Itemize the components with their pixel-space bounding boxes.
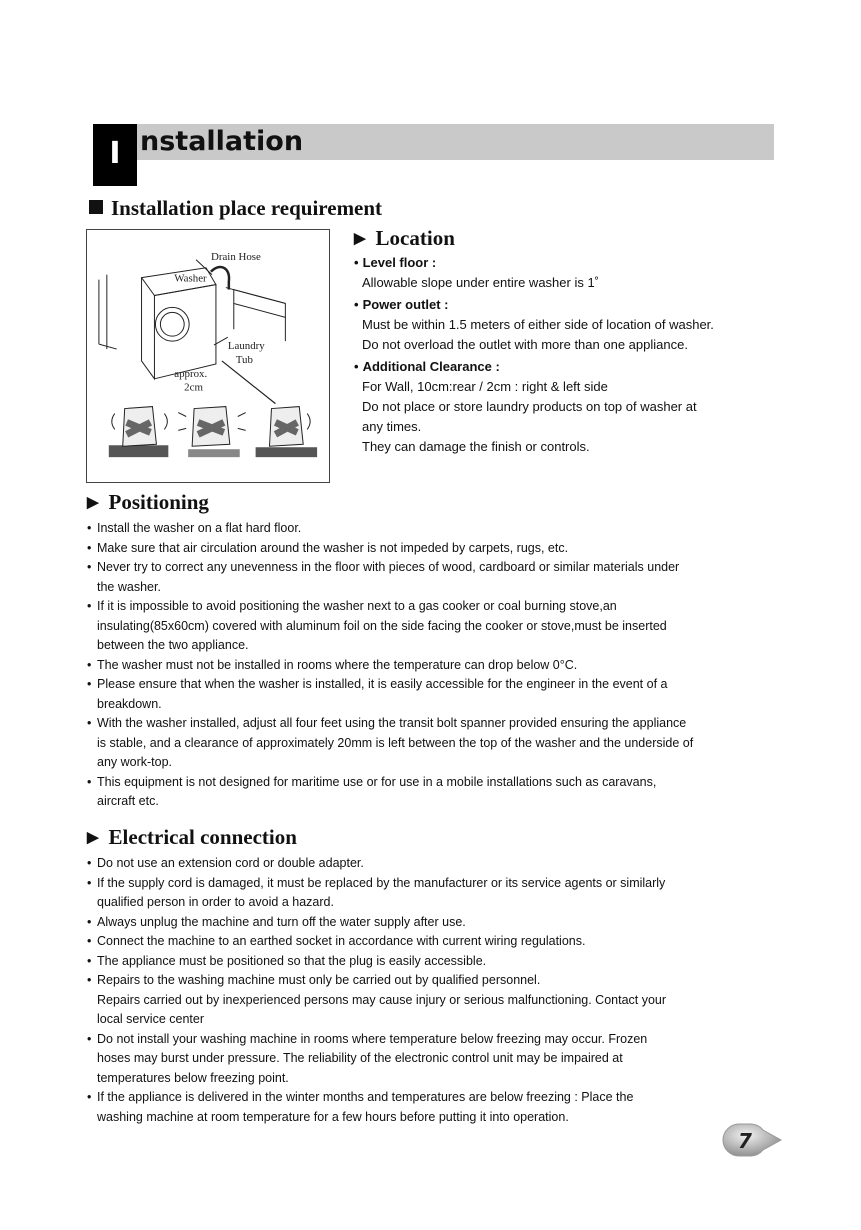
section-title [89,196,382,221]
list-item [87,539,777,559]
location-item-label [354,253,784,273]
list-item [87,971,777,1030]
bullet-icon: • [354,255,359,270]
figure-label-drain-hose: Drain Hose [210,250,261,263]
list-item-text: breakdown. [97,696,162,711]
bullet-icon: • [354,297,359,312]
installation-figure [86,229,330,483]
triangle-right-icon: ▶ [354,231,366,247]
figure-label-tub: Tub [235,353,253,366]
list-item-text: If the supply cord is damaged, it must be replaced by the manufacturer or its service agents or similarly [97,875,666,890]
location-item-text: They can damage the finish or controls. [362,439,590,454]
list-item-text: hoses may burst under pressure. The reliability of the electronic control unit may be impaired at [97,1051,623,1065]
square-bullet-icon [89,200,103,214]
location-item-text: any times. [362,419,422,434]
list-item [87,874,777,913]
list-item [87,714,777,773]
figure-label-washer: Washer [174,272,207,285]
wrong-placement-carpet-icon [109,407,169,458]
list-item [87,932,777,952]
positioning-heading-text: Positioning [108,490,209,514]
location-item-label [354,357,784,377]
list-item [87,952,777,972]
wrong-placement-rug-icon [256,407,317,458]
list-item-text: Install the washer on a flat hard floor. [97,521,302,535]
page-number: 7 [738,1129,752,1153]
location-item-label-text: Power outlet : [362,297,449,312]
list-item-text: is stable, and a clearance of approximately 20mm is left between the top of the washer and the underside of [97,735,694,750]
list-item-text: Make sure that air circulation around the washer is not impeded by carpets, rugs, etc. [97,540,569,555]
list-item-text: Never try to correct any unevenness in the floor with pieces of wood, cardboard or similar materials under [97,560,680,574]
list-item-text: aircraft etc. [97,794,159,808]
section-title-text: Installation place requirement [111,196,383,220]
list-item [87,1030,777,1089]
list-item-text: any work-top. [97,755,173,769]
list-item-text: Do not install your washing machine in rooms where temperature below freezing may occur. Frozen [97,1031,648,1046]
list-item-text: temperatures below freezing point. [97,1070,289,1085]
list-item-text: insulating(85x60cm) covered with aluminum foil on the side facing the cooker or stove,must be inserted [97,618,667,633]
location-item-text: Do not overload the outlet with more than one appliance. [362,337,688,352]
list-item-text: If it is impossible to avoid positioning the washer next to a gas cooker or coal burning stove,an [97,599,617,613]
location-heading-text: Location [375,226,455,250]
wrong-placement-uneven-floor-icon [178,407,245,458]
list-item-text: The washer must not be installed in rooms where the temperature can drop below 0°C. [97,657,578,672]
list-item-text: If the appliance is delivered in the winter months and temperatures are below freezing : Place the [97,1090,634,1104]
location-item-text: For Wall, 10cm:rear / 2cm : right & left side [362,379,608,394]
list-item-text: Connect the machine to an earthed socket in accordance with current wiring regulations. [97,934,586,948]
header-initial-letter: I [93,124,137,186]
list-item-text: Repairs carried out by inexperienced persons may cause injury or serious malfunctioning. Contact your [97,992,667,1007]
list-item [87,519,777,539]
location-item-label [354,295,784,315]
electrical-heading [87,825,777,850]
triangle-right-icon: ▶ [87,495,99,511]
positioning-heading [87,490,777,515]
list-item-text: The appliance must be positioned so that the plug is easily accessible. [97,953,487,968]
list-item [87,656,777,676]
list-item [87,773,777,812]
list-item-text: washing machine at room temperature for a few hours before putting it into operation. [97,1109,569,1124]
list-item [87,558,777,597]
list-item [87,1088,777,1127]
positioning-section [87,490,777,812]
list-item [87,913,777,933]
location-item-label-text: Level floor : [362,255,437,270]
list-item-text: between the two appliance. [97,638,249,652]
header-title: nstallation [140,126,304,157]
figure-label-laundry: Laundry [227,340,265,353]
page-number-badge [705,1121,783,1159]
bullet-icon: • [354,359,359,374]
electrical-heading-text: Electrical connection [108,825,297,849]
list-item-text: Please ensure that when the washer is installed, it is easily accessible for the engineer in the event of a [97,677,668,691]
list-item-text: Do not use an extension cord or double adapter. [97,856,364,870]
washer-installation-illustration [87,230,329,482]
list-item-text: qualified person in order to avoid a hazard. [97,895,334,909]
list-item-text: With the washer installed, adjust all four feet using the transit bolt spanner provided ensuring the appliance [97,716,687,730]
list-item-text: Always unplug the machine and turn off the water supply after use. [97,914,466,929]
location-item-label-text: Additional Clearance : [362,359,500,374]
figure-label-approx: approx. [174,367,208,380]
list-item [87,675,777,714]
list-item-text: Repairs to the washing machine must only be carried out by qualified personnel. [97,973,541,987]
electrical-list [87,854,777,1127]
page-tab-icon [705,1121,783,1159]
location-item-text: Allowable slope under entire washer is 1˚ [362,275,600,290]
location-section [354,226,784,457]
positioning-list [87,519,777,812]
figure-label-2cm: 2cm [184,381,203,394]
electrical-section [87,825,777,1127]
triangle-right-icon: ▶ [87,830,99,846]
location-items [354,253,784,457]
list-item [87,854,777,874]
list-item-text: the washer. [97,579,161,594]
list-item [87,597,777,656]
location-item-text: Must be within 1.5 meters of either side of location of washer. [362,317,714,332]
list-item-text: local service center [97,1012,204,1026]
location-item-text: Do not place or store laundry products on top of washer at [362,399,697,414]
list-item-text: This equipment is not designed for maritime use or for use in a mobile installations such as caravans, [97,774,657,789]
location-heading [354,226,784,251]
